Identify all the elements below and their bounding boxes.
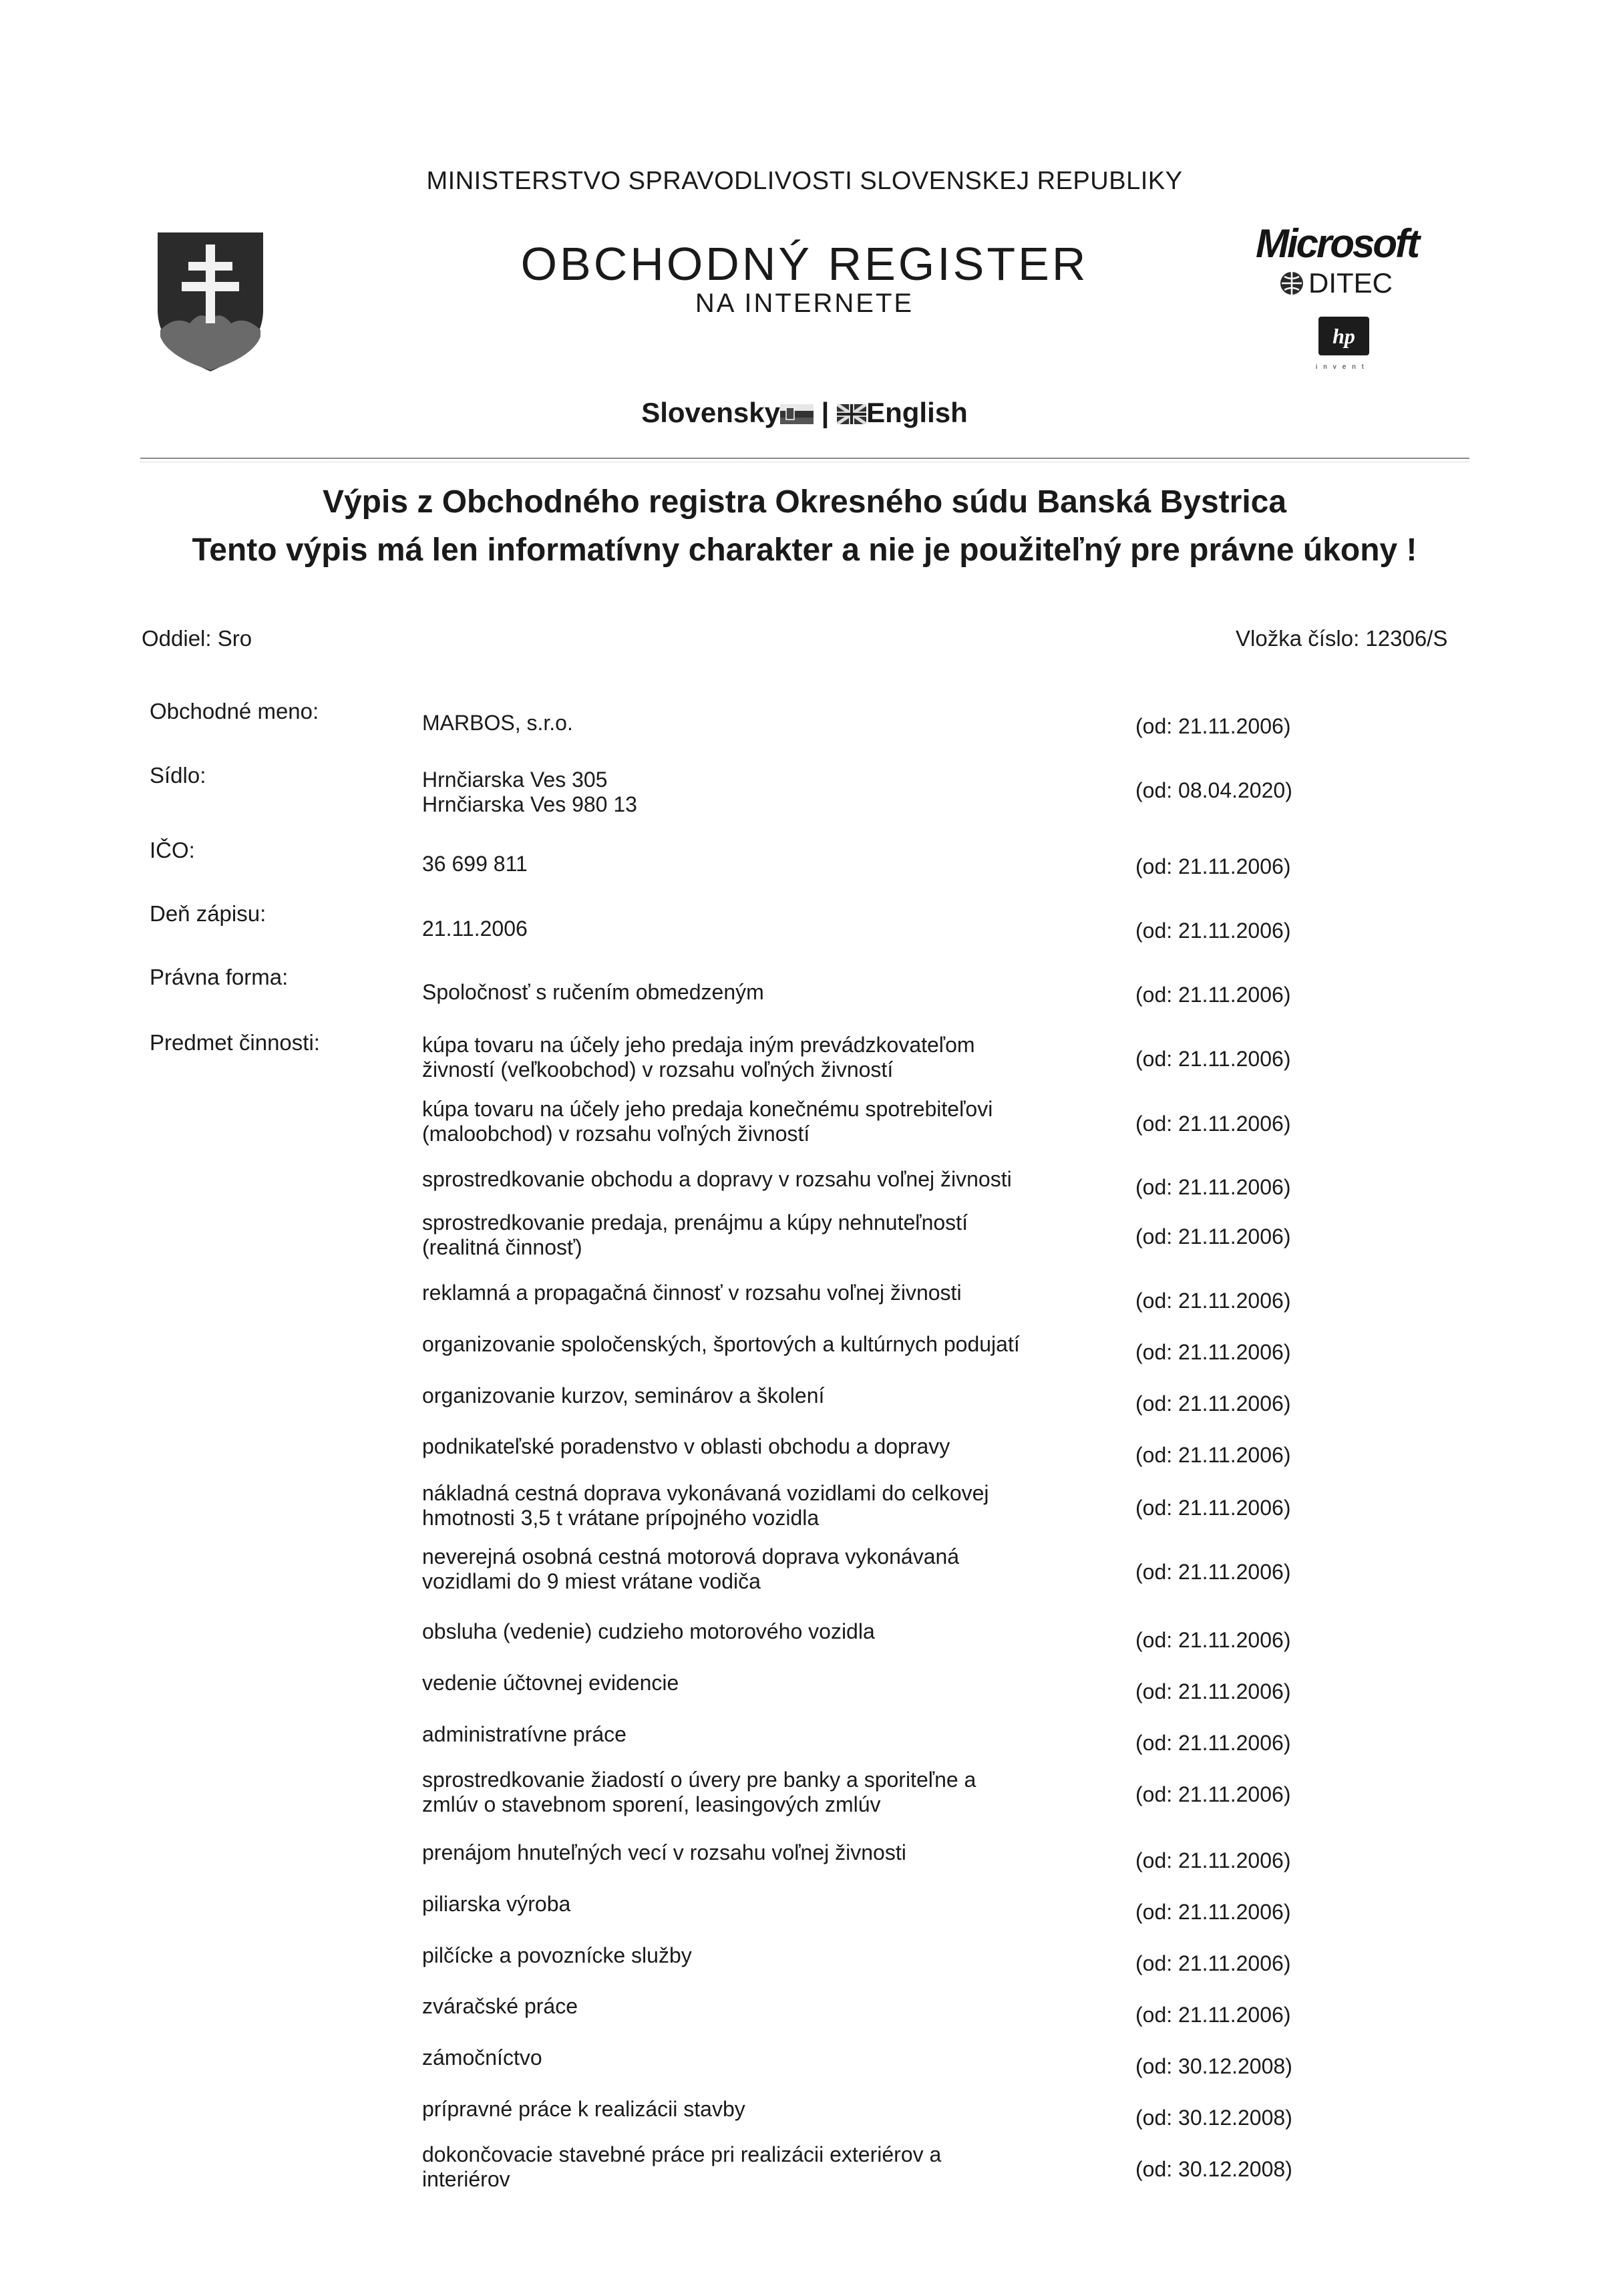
field-label-pravna-forma: Právna forma: [150, 965, 289, 989]
section-vlozka: Vložka číslo: 12306/S [1236, 626, 1448, 651]
activity-date: (od: 21.11.2006) [1135, 1224, 1291, 1249]
field-label-obchodne-meno: Obchodné meno: [150, 699, 319, 723]
activity-text: kúpa tovaru na účely jeho predaja iným prevádzkovateľom živností (veľkoobchod) v rozsahu voľných živností [422, 1033, 975, 1082]
field-label-predmet-cinnosti: Predmet činnosti: [150, 1030, 320, 1055]
activity-text: nákladná cestná doprava vykonávaná vozidlami do celkovej hmotnosti 3,5 t vrátane prípojného vozidla [422, 1481, 989, 1530]
field-value-den-zapisu: 21.11.2006 [422, 917, 528, 941]
activity-text: podnikateľské poradenstvo v oblasti obchodu a dopravy [422, 1434, 950, 1458]
section-oddiel: Oddiel: Sro [142, 626, 252, 651]
extract-disclaimer: Tento výpis má len informatívny charakter a nie je použiteľný pre právne úkony ! [192, 532, 1417, 568]
field-date-den-zapisu: (od: 21.11.2006) [1135, 919, 1291, 943]
activity-date: (od: 21.11.2006) [1135, 1731, 1291, 1755]
uk-flag-icon[interactable] [837, 404, 866, 424]
activity-text: prenájom hnuteľných vecí v rozsahu voľnej živnosti [422, 1840, 906, 1864]
language-english-link[interactable]: English [866, 397, 968, 428]
field-value-sidlo: Hrnčiarska Ves 305 Hrnčiarska Ves 980 13 [422, 768, 637, 816]
activity-text: neverejná osobná cestná motorová doprava vykonávaná vozidlami do 9 miest vrátane vodiča [422, 1544, 960, 1593]
page-title: OBCHODNÝ REGISTER [520, 238, 1089, 290]
activity-text: organizovanie spoločenských, športových a kultúrnych podujatí [422, 1332, 1020, 1356]
field-value-ico: 36 699 811 [422, 852, 528, 876]
field-label-ico: IČO: [150, 838, 195, 862]
activity-date: (od: 21.11.2006) [1135, 2003, 1291, 2027]
language-separator: | [821, 397, 830, 428]
activity-text: zámočníctvo [422, 2045, 542, 2070]
activity-text: pilčícke a povozníckе služby [422, 1943, 692, 1967]
activity-text: dokončovacie stavebné práce pri realizácii exteriérov a interiérov [422, 2142, 942, 2191]
microsoft-logo: Microsoft [1256, 221, 1418, 266]
activity-text: organizovanie kurzov, seminárov a školení [422, 1383, 825, 1408]
language-slovak-link[interactable]: Slovensky [641, 397, 780, 428]
slovak-flag-icon[interactable] [780, 404, 814, 424]
field-label-den-zapisu: Deň zápisu: [150, 901, 266, 926]
page-subtitle: NA INTERNETE [695, 289, 914, 318]
activity-text: obsluha (vedenie) cudzieho motorového vozidla [422, 1619, 875, 1643]
hp-tagline: invent [1316, 363, 1370, 371]
field-value-pravna-forma: Spoločnosť s ručením obmedzeným [422, 980, 764, 1004]
ditec-label: DITEC [1308, 267, 1393, 299]
activity-date: (od: 21.11.2006) [1135, 1848, 1291, 1872]
activity-date: (od: 21.11.2006) [1135, 1496, 1291, 1520]
activity-date: (od: 30.12.2008) [1135, 2106, 1292, 2130]
activity-date: (od: 30.12.2008) [1135, 2157, 1292, 2181]
language-switcher [0, 397, 1609, 429]
field-date-sidlo: (od: 08.04.2020) [1135, 778, 1292, 802]
field-date-obchodne-meno: (od: 21.11.2006) [1135, 714, 1291, 738]
activity-date: (od: 21.11.2006) [1135, 1443, 1291, 1467]
activity-text: sprostredkovanie obchodu a dopravy v rozsahu voľnej živnosti [422, 1167, 1012, 1191]
activity-date: (od: 21.11.2006) [1135, 1175, 1291, 1199]
ditec-globe-icon [1279, 271, 1304, 296]
field-date-pravna-forma: (od: 21.11.2006) [1135, 983, 1291, 1007]
activity-text: zváračské práce [422, 1994, 578, 2018]
hp-logo-icon [1317, 315, 1371, 357]
activity-date: (od: 21.11.2006) [1135, 1951, 1291, 1975]
field-date-ico: (od: 21.11.2006) [1135, 854, 1291, 878]
activity-date: (od: 21.11.2006) [1135, 1289, 1291, 1313]
activity-text: reklamná a propagačná činnosť v rozsahu voľnej živnosti [422, 1281, 962, 1305]
activity-date: (od: 21.11.2006) [1135, 1900, 1291, 1924]
ditec-logo [1279, 267, 1393, 299]
svg-text:hp: hp [1332, 324, 1355, 348]
activity-text: sprostredkovanie predaja, prenájmu a kúpy nehnuteľností (realitná činnosť) [422, 1210, 968, 1259]
activity-date: (od: 21.11.2006) [1135, 1047, 1291, 1071]
activity-text: vedenie účtovnej evidencie [422, 1671, 679, 1695]
activity-date: (od: 21.11.2006) [1135, 1560, 1291, 1584]
activity-date: (od: 30.12.2008) [1135, 2054, 1292, 2078]
activity-date: (od: 21.11.2006) [1135, 1628, 1291, 1652]
activity-text: prípravné práce k realizácii stavby [422, 2097, 745, 2121]
activity-text: piliarska výroba [422, 1892, 571, 1916]
field-label-sidlo: Sídlo: [150, 763, 206, 788]
extract-heading: Výpis z Obchodného registra Okresného súdu Banská Bystrica [322, 484, 1287, 520]
activity-text: administratívne práce [422, 1722, 627, 1746]
activity-date: (od: 21.11.2006) [1135, 1340, 1291, 1364]
activity-date: (od: 21.11.2006) [1135, 1679, 1291, 1703]
header-divider [140, 458, 1469, 462]
field-value-obchodne-meno: MARBOS, s.r.o. [422, 711, 573, 735]
ministry-name: MINISTERSTVO SPRAVODLIVOSTI SLOVENSKEJ REPUBLIKY [426, 167, 1183, 195]
activity-text: sprostredkovanie žiadostí o úvery pre banky a sporiteľne a zmlúv o stavebnom sporení, leasingových zmlúv [422, 1768, 976, 1816]
activity-date: (od: 21.11.2006) [1135, 1112, 1291, 1136]
activity-date: (od: 21.11.2006) [1135, 1391, 1291, 1416]
activity-date: (od: 21.11.2006) [1135, 1782, 1291, 1806]
activity-text: kúpa tovaru na účely jeho predaja konečnému spotrebiteľovi (maloobchod) v rozsahu voľných živností [422, 1097, 993, 1146]
